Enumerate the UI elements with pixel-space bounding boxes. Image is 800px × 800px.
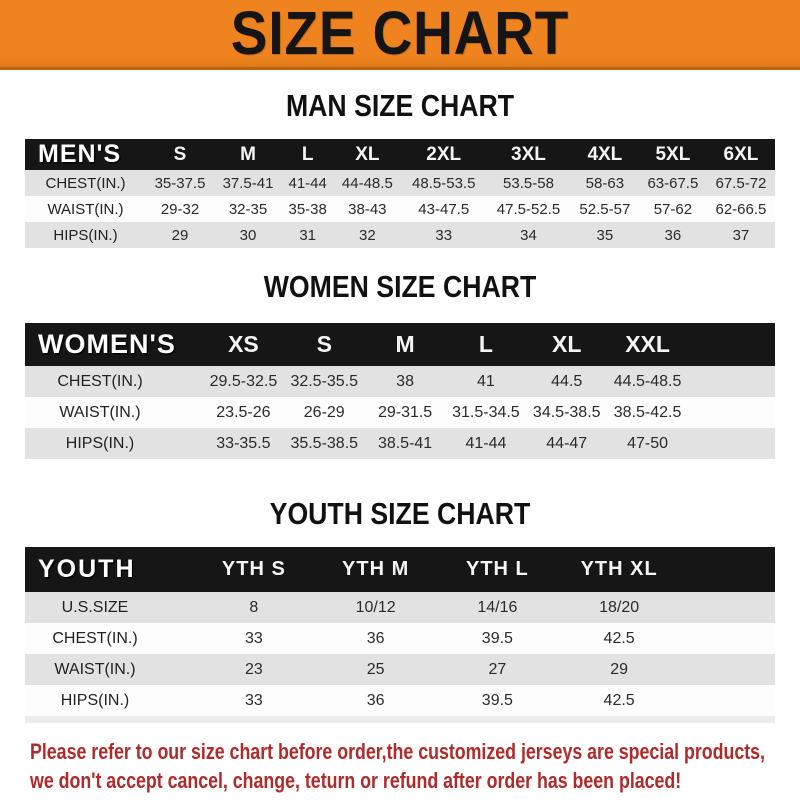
size-value: 58-63 — [585, 174, 625, 192]
size-value: 67.5-72 — [715, 174, 767, 192]
row-label: WAIST(IN.) — [47, 200, 124, 218]
size-value: 32-35 — [228, 200, 268, 218]
size-value: 8 — [249, 598, 259, 616]
column-header: 4XL — [587, 143, 623, 165]
size-value: 44.5 — [551, 372, 583, 390]
notice-line-1: Please refer to our size chart before order,the customized jerseys are special products, — [30, 739, 765, 764]
row-label: HIPS(IN.) — [65, 434, 135, 452]
youth-size-table — [25, 547, 775, 716]
size-value: 53.5-58 — [503, 174, 554, 192]
size-value: 31.5-34.5 — [452, 403, 520, 421]
table-row — [25, 222, 775, 248]
size-value: 47-50 — [627, 434, 669, 452]
size-value: 41-44 — [465, 434, 507, 452]
size-value: 35.5-38.5 — [290, 434, 359, 452]
size-value: 38.5-42.5 — [613, 403, 682, 421]
table-row — [25, 196, 775, 222]
size-value: 35-38 — [288, 200, 327, 218]
youth-table-bottom-strip — [25, 716, 775, 723]
banner-title: SIZE CHART — [230, 0, 570, 67]
table-title: WOMEN'S — [38, 329, 176, 359]
size-value: 27 — [488, 660, 507, 678]
size-value: 33 — [244, 691, 263, 709]
women-size-table — [25, 323, 775, 459]
size-value: 29-31.5 — [377, 403, 433, 421]
youth-section-heading: YOUTH SIZE CHART — [269, 496, 531, 531]
spacer-cell — [680, 654, 775, 685]
row-label: U.S.SIZE — [61, 598, 129, 616]
row-label: WAIST(IN.) — [54, 660, 136, 678]
column-header: YTH S — [221, 558, 286, 580]
column-header: L — [478, 331, 493, 357]
table-row — [25, 397, 775, 428]
size-value: 62-66.5 — [715, 200, 767, 218]
column-header: 2XL — [426, 143, 462, 165]
size-value: 35-37.5 — [154, 174, 206, 192]
size-value: 44-47 — [546, 434, 588, 452]
column-header: 3XL — [511, 143, 546, 165]
size-value: 63-67.5 — [647, 174, 699, 192]
size-value: 34 — [520, 226, 537, 244]
size-value: 52.5-57 — [579, 200, 631, 218]
table-row — [25, 170, 775, 196]
size-value: 25 — [366, 660, 385, 678]
size-value: 33 — [435, 226, 453, 244]
size-value: 36 — [664, 226, 682, 244]
men-section-heading: MAN SIZE CHART — [285, 88, 515, 123]
spacer-cell — [688, 428, 775, 459]
size-value: 36 — [366, 629, 385, 647]
size-chart-banner — [0, 0, 800, 70]
row-label: CHEST(IN.) — [52, 629, 138, 647]
size-value: 42.5 — [603, 691, 635, 709]
column-header: YTH L — [465, 558, 529, 580]
size-value: 31 — [299, 226, 317, 244]
spacer-cell — [680, 547, 775, 592]
table-row — [25, 428, 775, 459]
column-header: M — [395, 331, 415, 357]
size-value: 41 — [477, 372, 495, 390]
size-value: 32 — [359, 226, 376, 244]
notice-line-2: we don't accept cancel, change, teturn or refund after order has been placed! — [30, 768, 682, 793]
size-value: 48.5-53.5 — [412, 174, 476, 192]
size-value: 29.5-32.5 — [209, 372, 278, 390]
column-header: 5XL — [655, 143, 691, 165]
size-value: 38 — [396, 372, 414, 390]
size-value: 44-48.5 — [341, 174, 393, 192]
table-row — [25, 685, 775, 716]
column-header: XS — [228, 331, 259, 357]
size-value: 42.5 — [603, 629, 635, 647]
column-header: L — [301, 143, 314, 165]
spacer-cell — [680, 685, 775, 716]
section-women — [0, 270, 800, 459]
column-header: M — [240, 143, 256, 165]
size-value: 35 — [596, 226, 614, 244]
table-row — [25, 623, 775, 654]
size-value: 29 — [610, 660, 629, 678]
section-youth — [0, 497, 800, 723]
row-label: HIPS(IN.) — [53, 226, 118, 244]
size-value: 44.5-48.5 — [613, 372, 682, 390]
size-value: 34.5-38.5 — [532, 403, 601, 421]
size-value: 32.5-35.5 — [290, 372, 359, 390]
order-notice — [30, 737, 765, 795]
size-value: 33 — [244, 629, 263, 647]
size-value: 43-47.5 — [418, 200, 470, 218]
column-header: 6XL — [723, 143, 759, 165]
column-header: YTH M — [342, 558, 410, 580]
table-title: YOUTH — [38, 555, 136, 583]
column-header: XL — [552, 331, 582, 357]
size-value: 29 — [171, 226, 189, 244]
size-value: 38.5-41 — [377, 434, 433, 452]
size-value: 23 — [244, 660, 263, 678]
column-header: S — [173, 143, 187, 165]
column-header: XXL — [625, 331, 670, 357]
column-header: XL — [355, 143, 380, 165]
size-value: 36 — [366, 691, 385, 709]
table-row — [25, 592, 775, 623]
column-header: YTH XL — [580, 558, 658, 580]
size-value: 29-32 — [160, 200, 200, 218]
spacer-cell — [680, 623, 775, 654]
size-value: 47.5-52.5 — [496, 200, 561, 218]
spacer-cell — [688, 397, 775, 428]
spacer-cell — [688, 323, 775, 366]
column-header: S — [316, 331, 332, 357]
table-title: MEN'S — [38, 140, 122, 168]
spacer-cell — [688, 366, 775, 397]
row-label: CHEST(IN.) — [45, 174, 126, 192]
table-row — [25, 654, 775, 685]
section-men — [0, 89, 800, 248]
women-section-heading: WOMEN SIZE CHART — [263, 269, 537, 304]
size-value: 38-43 — [348, 200, 387, 218]
size-value: 23.5-26 — [216, 403, 271, 421]
size-value: 37 — [732, 226, 750, 244]
size-value: 33-35.5 — [216, 434, 271, 452]
table-row — [25, 366, 775, 397]
size-value: 18/20 — [599, 598, 640, 616]
size-value: 26-29 — [303, 403, 345, 421]
size-value: 57-62 — [653, 200, 693, 218]
size-value: 39.5 — [481, 629, 513, 647]
size-value: 10/12 — [355, 598, 396, 616]
size-value: 37.5-41 — [222, 174, 274, 192]
size-value: 30 — [239, 226, 257, 244]
men-size-table — [25, 139, 775, 248]
size-value: 41-44 — [288, 174, 327, 192]
size-value: 14/16 — [477, 598, 518, 616]
row-label: HIPS(IN.) — [60, 691, 130, 709]
size-value: 39.5 — [481, 691, 513, 709]
row-label: CHEST(IN.) — [57, 372, 143, 390]
row-label: WAIST(IN.) — [59, 403, 141, 421]
spacer-cell — [680, 592, 775, 623]
